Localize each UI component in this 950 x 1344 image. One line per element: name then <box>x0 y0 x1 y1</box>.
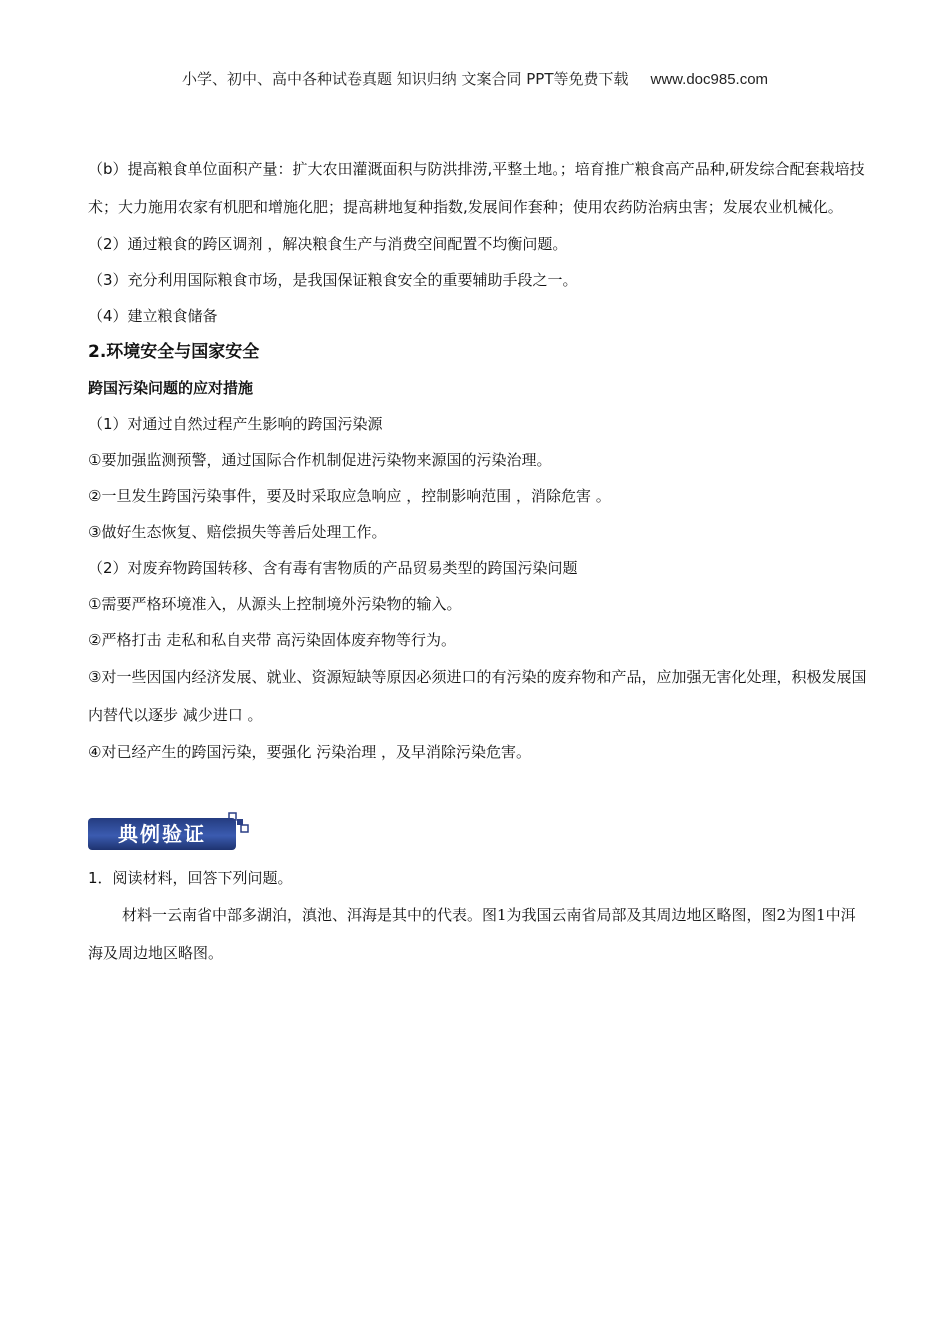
list-item: （2）对废弃物跨国转移、含有毒有害物质的产品贸易类型的跨国污染问题 <box>88 559 578 577</box>
question-stem: 1．阅读材料，回答下列问题。 <box>88 869 293 887</box>
paragraph-2: （2）通过粮食的跨区调剂 ，解决粮食生产与消费空间配置不均衡问题。 <box>88 235 568 253</box>
banner-corner-deco-icon <box>228 812 250 838</box>
list-item: ④对已经产生的跨国污染，要强化 污染治理 ，及早消除污染危害。 <box>88 743 531 761</box>
paragraph-3: （3）充分利用国际粮食市场，是我国保证粮食安全的重要辅助手段之一。 <box>88 271 578 289</box>
main-content <box>88 150 868 770</box>
list-item: ③做好生态恢复、赔偿损失等善后处理工作。 <box>88 523 387 541</box>
banner-label: 典例验证 <box>88 818 236 850</box>
section-title: 2.环境安全与国家安全 <box>88 342 260 362</box>
list-item: （1）对通过自然过程产生影响的跨国污染源 <box>88 415 383 433</box>
list-item: ②一旦发生跨国污染事件，要及时采取应急响应 ，控制影响范围 ，消除危害 。 <box>88 487 611 505</box>
list-item: ①要加强监测预警，通过国际合作机制促进污染物来源国的污染治理。 <box>88 451 552 469</box>
list-item: ②严格打击 走私和私自夹带 高污染固体废弃物等行为。 <box>88 631 456 649</box>
list-item: ③对一些因国内经济发展、就业、资源短缺等原因必须进口的有污染的废弃物和产品，应加强无害化处理，积极发展国内替代以逐步 减少进口 。 <box>88 668 867 724</box>
header-text: 小学、初中、高中各种试卷真题 知识归纳 文案合同 PPT等免费下载 <box>181 70 629 88</box>
sub-title: 跨国污染问题的应对措施 <box>88 379 254 397</box>
page-header <box>0 68 950 89</box>
paragraph-4: （4）建立粮食储备 <box>88 307 218 325</box>
question-material: 材料一云南省中部多湖泊，滇池、洱海是其中的代表。图1为我国云南省局部及其周边地区略图，图2为图1中洱海及周边地区略图。 <box>88 906 856 962</box>
paragraph-b: （b）提高粮食单位面积产量：扩大农田灌溉面积与防洪排涝,平整土地。；培育推广粮食高产品种,研发综合配套栽培技术；大力施用农家有机肥和增施化肥；提高耕地复种指数,发展间作套种；使用农药防治病虫害；发展农业机械化。 <box>88 160 865 216</box>
list-item: ①需要严格环境准入，从源头上控制境外污染物的输入。 <box>88 595 462 613</box>
header-site-link[interactable]: www.doc985.com <box>650 71 769 88</box>
question-block <box>88 860 868 972</box>
example-banner <box>88 812 248 852</box>
